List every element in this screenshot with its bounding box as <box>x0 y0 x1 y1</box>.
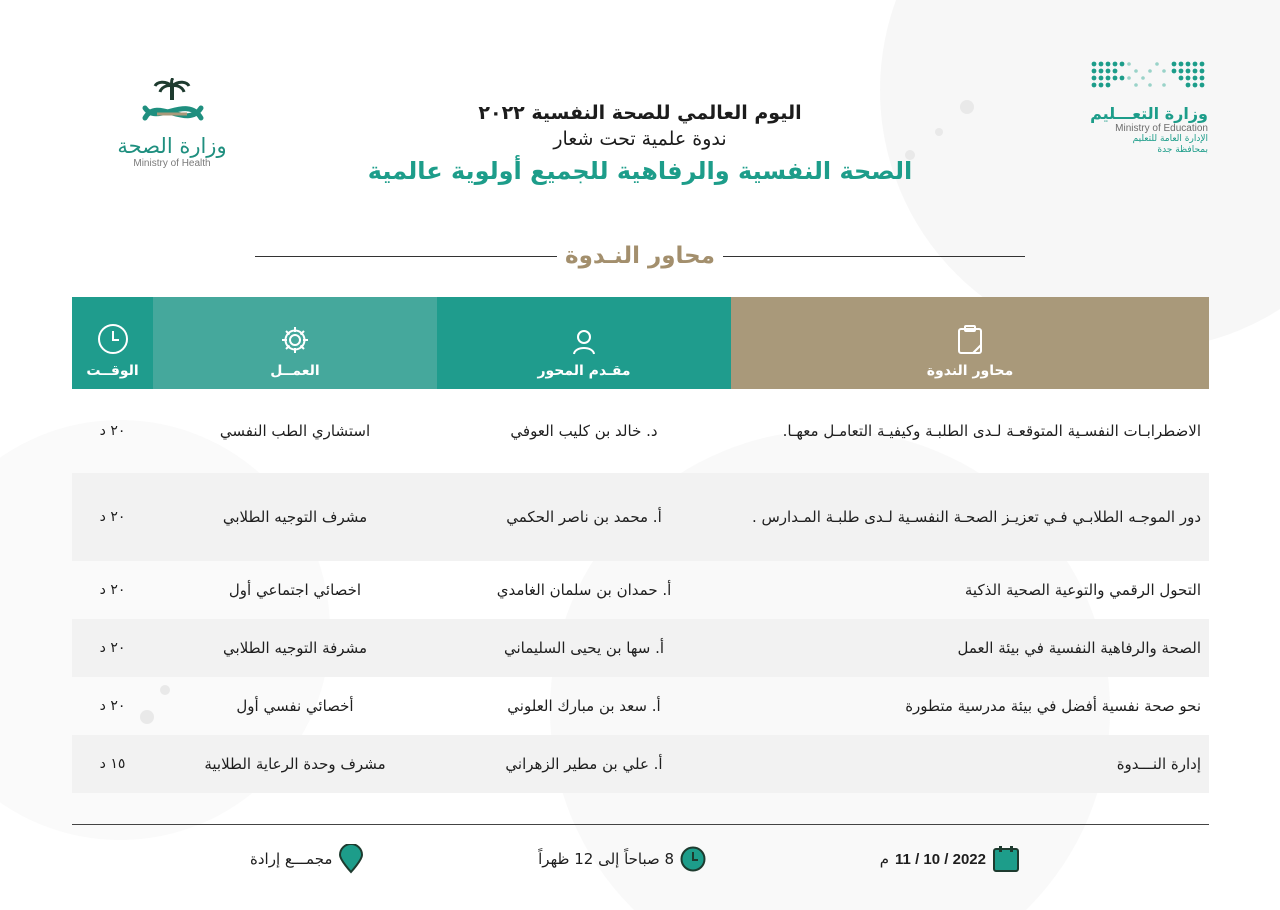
cell-presenter: أ. حمدان بن سلمان الغامدي <box>496 581 672 599</box>
header-presenter-label: مقـدم المحور <box>537 363 631 379</box>
footer-location-value: مجمـــع إرادة <box>250 850 333 868</box>
header-axis-label: محاور الندوة <box>926 363 1014 379</box>
table-row <box>72 735 1209 793</box>
table-row <box>72 677 1209 735</box>
palm-tree-icon <box>127 78 217 132</box>
cell-time: ٢٠ د <box>99 640 126 656</box>
table-header <box>72 297 1209 389</box>
footer-date-value: 2022 / 10 / 11 <box>895 850 986 868</box>
cell-presenter: أ. سعد بن مبارك العلوني <box>507 697 661 715</box>
cell-job: استشاري الطب النفسي <box>219 422 371 440</box>
moe-sub-line-2: بمحافظة جدة <box>1157 145 1208 155</box>
cell-presenter: أ. سها بن يحيى السليماني <box>503 639 665 657</box>
event-footer <box>250 843 1020 875</box>
header-time-label: الوقــت <box>86 363 139 379</box>
cell-axis: دور الموجـه الطلابـي فـي تعزيـز الصحـة النفسـية لـدى طلبـة المـدارس . <box>751 508 1201 526</box>
cell-job: اخصائي اجتماعي أول <box>228 581 362 599</box>
title-line-2: ندوة علمية تحت شعار <box>553 128 727 150</box>
header-presenter <box>437 297 731 389</box>
ministry-of-health-logo <box>112 78 232 178</box>
moe-name-ar: وزارة التعـــليم <box>1090 104 1208 123</box>
person-icon <box>572 329 596 355</box>
ministry-of-education-logo <box>1058 58 1208 188</box>
footer-date-suffix: م <box>879 850 890 868</box>
clock-icon <box>680 846 706 872</box>
schedule-table <box>72 297 1209 793</box>
cell-presenter: د. خالد بن كليب العوفي <box>510 422 658 440</box>
divider <box>255 256 557 257</box>
cell-job: مشرف التوجيه الطلابي <box>222 508 368 526</box>
cell-time: ٢٠ د <box>99 582 126 598</box>
table-row <box>72 619 1209 677</box>
event-titles <box>300 100 980 188</box>
divider <box>723 256 1025 257</box>
title-slogan: الصحة النفسية والرفاهية للجميع أولوية عالمية <box>367 157 913 185</box>
section-title: محاور النـدوة <box>565 243 715 269</box>
moe-sub-line-1: الإدارة العامة للتعليم <box>1132 134 1208 144</box>
cell-presenter: أ. علي بن مطير الزهراني <box>505 755 663 773</box>
cell-axis: الصحة والرفاهية النفسية في بيئة العمل <box>957 639 1201 657</box>
table-row <box>72 561 1209 619</box>
dots-pattern-icon <box>1088 58 1208 98</box>
moe-name-en: Ministry of Education <box>1115 123 1208 134</box>
header-time <box>72 297 153 389</box>
cell-job: أخصائي نفسي أول <box>236 697 354 715</box>
cell-time: ١٥ د <box>99 756 126 772</box>
footer-time <box>538 846 706 872</box>
section-heading <box>255 236 1025 276</box>
cell-time: ٢٠ د <box>99 698 126 714</box>
footer-time-value: 8 صباحاً إلى 12 ظهراً <box>538 850 675 868</box>
moh-name-ar: وزارة الصحة <box>117 134 227 158</box>
cell-time: ٢٠ د <box>99 509 126 525</box>
cell-presenter: أ. محمد بن ناصر الحكمي <box>506 508 662 526</box>
table-row <box>72 389 1209 473</box>
cell-job: مشرفة التوجيه الطلابي <box>223 639 367 657</box>
title-line-1: اليوم العالمي للصحة النفسية ٢٠٢٢ <box>478 102 802 124</box>
cell-axis: نحو صحة نفسية أفضل في بيئة مدرسية متطورة <box>905 697 1201 715</box>
footer-location <box>250 844 364 874</box>
header-job-label: العمــل <box>270 363 320 379</box>
footer-divider <box>72 824 1209 825</box>
header-axis <box>731 297 1209 389</box>
cell-axis: التحول الرقمي والتوعية الصحية الذكية <box>964 581 1201 599</box>
cell-axis: الاضطرابـات النفسـية المتوقعـة لـدى الطلبـة وكيفيـة التعامـل معهـا. <box>782 422 1201 440</box>
table-row <box>72 473 1209 561</box>
footer-date <box>880 845 1020 873</box>
location-pin-icon <box>338 844 364 874</box>
header-job <box>153 297 437 389</box>
clock-icon <box>97 323 129 355</box>
moh-name-en: Ministry of Health <box>133 158 211 169</box>
calendar-icon <box>992 845 1020 873</box>
clipboard-icon <box>957 325 983 355</box>
gear-icon <box>280 325 310 355</box>
cell-job: مشرف وحدة الرعاية الطلابية <box>204 755 386 773</box>
cell-axis: إدارة النـــدوة <box>1116 755 1201 773</box>
cell-time: ٢٠ د <box>99 423 126 439</box>
